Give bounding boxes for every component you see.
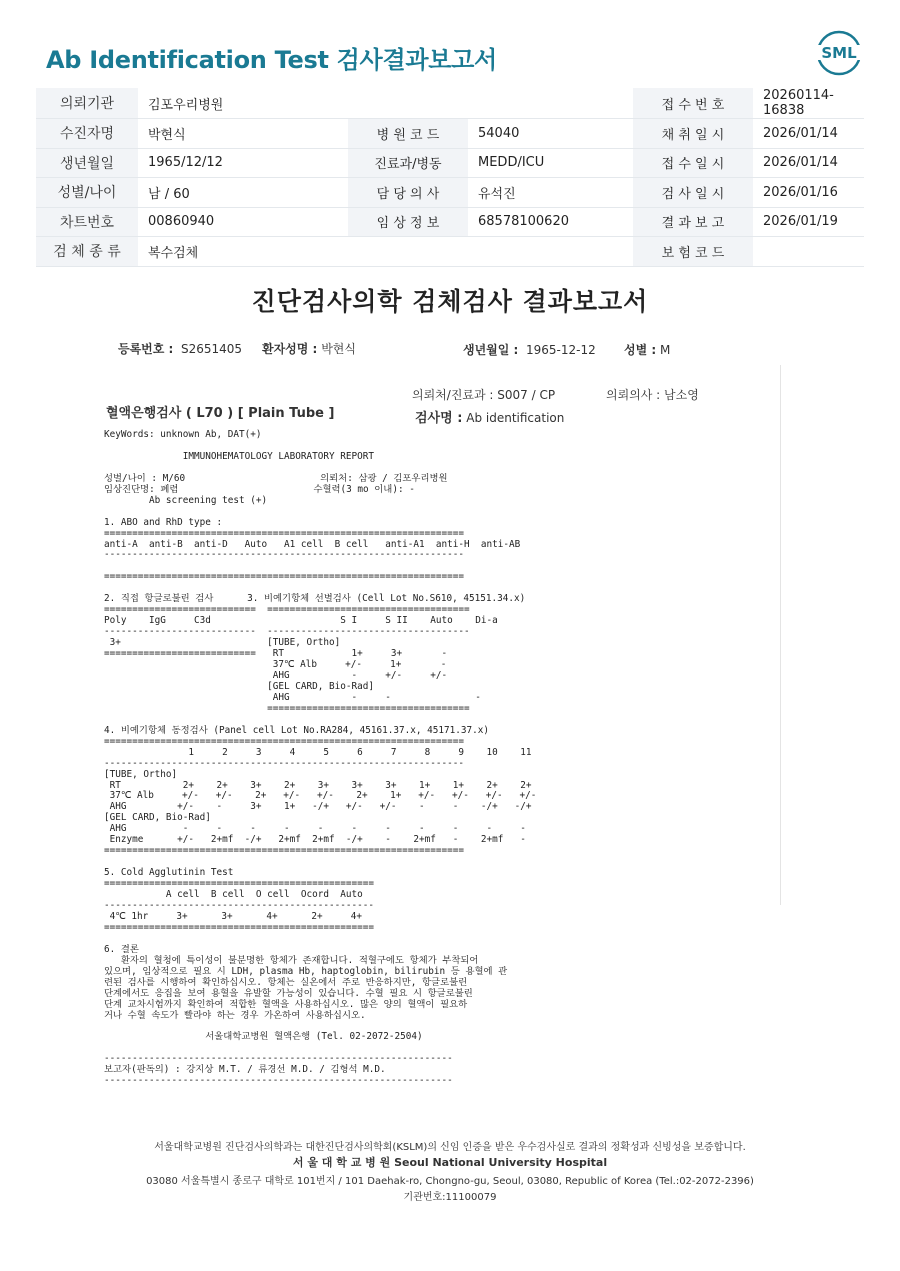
info-row: [36, 119, 864, 149]
info-label: 의뢰기관: [36, 88, 138, 119]
info-value: 68578100620: [468, 207, 633, 237]
info-label: 병 원 코 드: [348, 119, 468, 149]
logo-text: SML: [821, 44, 857, 62]
footer-institution-number: 기관번호:11100079: [403, 1192, 497, 1203]
footer-address: 03080 서울특별시 종로구 대학로 101번지 / 101 Daehak-ro, Chongno-gu, Seoul, 03080, Republic of Korea (Tel.:02-2072-2396): [146, 1176, 754, 1187]
info-value: 복수검체: [138, 237, 348, 267]
sml-logo: [816, 30, 862, 76]
test-name: 검사명 : Ab identification: [415, 411, 565, 426]
info-label: 접 수 일 시: [633, 148, 753, 178]
sex: 성별 : M: [624, 343, 671, 357]
info-value: [468, 88, 633, 119]
info-value: MEDD/ICU: [468, 148, 633, 178]
info-label: 성별/나이: [36, 178, 138, 208]
info-label: 수진자명: [36, 119, 138, 149]
info-value: 00860940: [138, 207, 348, 237]
info-value: 20260114-16838: [753, 88, 864, 119]
info-value: [468, 237, 633, 267]
info-label: [348, 237, 468, 267]
info-value: 2026/01/14: [753, 119, 864, 149]
info-label: 검 체 종 류: [36, 237, 138, 267]
info-label: 검 사 일 시: [633, 178, 753, 208]
birth-date: 생년월일 : 1965-12-12: [463, 343, 596, 357]
info-row: [36, 148, 864, 178]
info-row: [36, 237, 864, 267]
info-value: 남 / 60: [138, 178, 348, 208]
info-label: 생년월일: [36, 148, 138, 178]
info-label: [348, 88, 468, 119]
info-label: 진료과/병동: [348, 148, 468, 178]
order-doctor: 의뢰의사 : 남소영: [606, 388, 699, 402]
page-title: Ab Identification Test 검사결과보고서: [46, 46, 497, 74]
report-title: 진단검사의학 검체검사 결과보고서: [251, 287, 649, 316]
lab-report-body: KeyWords: unknown Ab, DAT(+) IMMUNOHEMATOLOGY LABORATORY REPORT 성별/나이 : M/60 의뢰처: 삼광 / 김포우리병원 임상진단명: 폐렴 수혈력(3 mo 이내): - Ab screening test (+) 1. ABO and RhD type : ================================================================ anti-A anti-B anti-D Auto A1 cell B cell anti-A1 anti-H anti-AB ---------------------------------------------------------------- ================================================================ 2. 직접 항글로불린 검사 3. 비예기항체 선별검사 (Cell Lot No.S610, 45151.34.x) =========================== ==================================== Poly IgG C3d S I S II Auto Di-a --------------------------- ------------------------------------ 3+ [TUBE, Ortho] =========================== RT 1+ 3+ - 37℃ Alb +/- 1+ - AHG - +/- +/- [GEL CARD, Bio-Rad] AHG - - - ==================================== 4. 비예기항체 동정검사 (Panel cell Lot No.RA284, 45161.37.x, 45171.37.x) ================================================================ 1 2 3 4 5 6 7 8 9 10 11 ---------------------------------------------------------------- [TUBE, Ortho] RT 2+ 2+ 3+ 2+ 3+ 3+ 3+ 1+ 1+ 2+ 2+ 37℃ Alb +/- +/- 2+ +/- +/- 2+ 1+ +/- +/- +/- +/- AHG +/- - 3+ 1+ -/+ +/- +/- - - -/+ -/+ [GEL CARD, Bio-Rad] AHG - - - - - - - - - - - Enzyme +/- 2+mf -/+ 2+mf 2+mf -/+ - 2+mf - 2+mf - ================================================================ 5. Cold Agglutinin Test ================================================ A cell B cell O cell Ocord Auto ------------------------------------------------ 4℃ 1hr 3+ 3+ 4+ 2+ 4+ ================================================ 6. 결론 환자의 혈청에 특이성이 불분명한 항체가 존재합니다. 적혈구에도 항체가 부착되어 있으며, 임상적으로 필요 시 LDH, plasma Hb, haptoglobin, bilirubin 등 용혈에 관 련된 검사를 시행하여 확인하십시오. 항체는 실온에서 주로 반응하지만, 항글로불린 단계에서도 응집을 보여 용혈을 유발할 가능성이 있습니다. 수혈 필요 시 항글로불린 단계 교차시험까지 확인하여 적합한 혈액을 사용하십시오. 많은 양의 혈액이 필요하 거나 수혈 속도가 빨라야 하는 경우 가온하여 사용하십시오. 서울대학교병원 혈액은행 (Tel. 02-2072-2504) -------------------------------------------------------------- 보고자(판독의) : 강지상 M.T. / 류경선 M.D. / 김형석 M.D. --------------------------------------------------------------: [104, 429, 537, 1087]
report-divider: [780, 365, 781, 905]
info-value: 2026/01/16: [753, 178, 864, 208]
test-category: 혈액은행검사 ( L70 ) [ Plain Tube ]: [106, 406, 335, 421]
info-label: 차트번호: [36, 207, 138, 237]
footer-certification: 서울대학교병원 진단검사의학과는 대한진단검사의학회(KSLM)의 신임 인증을 받은 우수검사실로 결과의 정확성과 신빙성을 보증합니다.: [154, 1142, 746, 1153]
order-dept: 의뢰처/진료과 : S007 / CP: [412, 388, 556, 402]
info-label: 채 취 일 시: [633, 119, 753, 149]
info-value: 김포우리병원: [138, 88, 348, 119]
info-label: 담 당 의 사: [348, 178, 468, 208]
patient-info-table: [36, 88, 864, 267]
info-value: 1965/12/12: [138, 148, 348, 178]
info-label: 접 수 번 호: [633, 88, 753, 119]
info-value: 2026/01/14: [753, 148, 864, 178]
footer-hospital: 서 울 대 학 교 병 원 Seoul National University Hospital: [292, 1156, 608, 1169]
info-row: [36, 178, 864, 208]
info-value: 유석진: [468, 178, 633, 208]
info-label: 보 험 코 드: [633, 237, 753, 267]
info-value: 54040: [468, 119, 633, 149]
info-label: 임 상 정 보: [348, 207, 468, 237]
info-value: [753, 237, 864, 267]
info-row: [36, 207, 864, 237]
info-label: 결 과 보 고: [633, 207, 753, 237]
info-row: [36, 88, 864, 119]
patient-name: 환자성명 : 박현식: [262, 342, 356, 356]
info-value: 박현식: [138, 119, 348, 149]
info-value: 2026/01/19: [753, 207, 864, 237]
reg-number: 등록번호 : S2651405: [118, 342, 243, 356]
